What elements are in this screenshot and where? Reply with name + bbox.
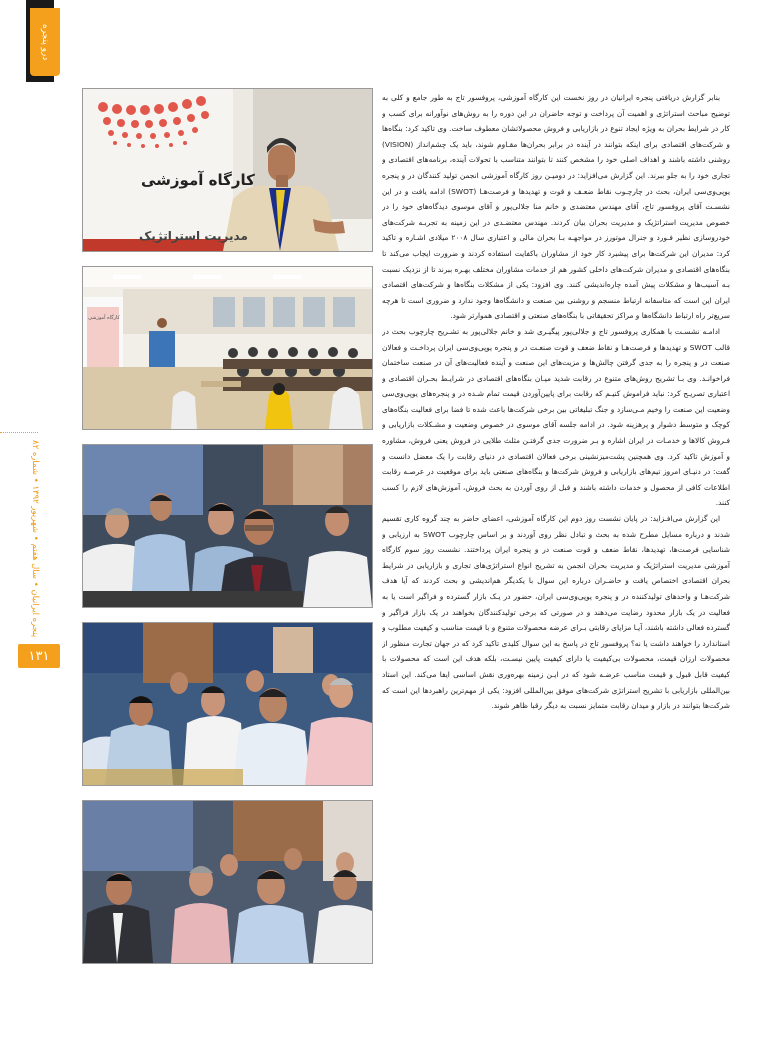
article-paragraph: ادامـه نشسـت با همکاری پروفسور تاج و جلالی‌پور پیگیـری شد و خانم جلالی‌پور به تشـریح چارچوب بحث در قالب SWOT و تهدیدها و فرصت‌هـا و نقاط ضعف و قوت صنعـت در و پنجره یوپی‌وی‌سی ایران پرداخـت و فعالان صنعت در و پنجره را به جدی گرفتن چالش‌ها و مزیت‌های این صنعت و آینده فعالیت‌های آن در صنعت ساختمان فراخوانـد. وی بـا تشریح روش‌های متنوع در رقابت شدید میـان بنگاه‌های اقتصادی در شرایـط بحـران اقتصادی و اعتباری تصریـح کرد: نباید فراموش کنیـم که رقابت برای پایین‌آوردن قیمت تمام شـده در و پنجره‌های یوپی‌وی‌سی وضعیت این صنعت را وخیم مـی‌سازد و جنگ تبلیغاتی بین برخی شرکت‌ها باعث شده تا فضا برای فعالیت بنگاه‌های کوچک و متوسط دشوار و پرهزینه شود. در ادامه جلسه آقای موسوی در خصوص وضعیت و مشـکلات بازاریابی و فـروش کالاها و خدمـات در ایران اشاره و بـر ضرورت جدی گرفتـن مثلث طلایی در فروش یعنی فروش، مشاوره و آموزش تاکید کرد. وی همچنین پشت‌میزنشینی برخی فعالان اقتصادی در دنیای رقابت را یک معضل دانست و گفت: در دنیـای امروز تیم‌های بازاریابی و فروش شرکت‌ها و بنگاه‌های صنعتی باید برای موقعیت در عرصـه رقابت اطلاعات کافی از محصول و خدمات داشته باشند و قبل از روی آوردن به بحث فروش، آموزش‌های لازم را کسب کنند. [382, 326, 730, 508]
article-paragraph: این گزارش می‌افـزاید: در پایان نشست روز دوم این کارگاه آموزشی، اعضای حاضر به چند گروه کاری تقسیم شدند و درباره مسایل مطرح شده به بحث و تبادل نظر روی آوردند و بر اساس چارچوب SWOT به ارزیابی و شناسایی فرصت‌ها، تهدیدها، نقاط ضعف و قوت صنعت در و پنجره ایران پرداختند. نشست روز سوم کارگاه آموزشی مدیریت استراتژیک و مدیریت بحران انجمن به تشریح انواع استراتژی‌های تجاری و بازاریابی در شرایط بحران اقتصادی اختصاص یافت و حاضـران درباره این سوال با یکدیگر هم‌اندیشی و بحث کردند که آیا هدف شرکت‌هـا و واحدهای تولیدکننده در و پنجره یوپی‌وی‌سی ایران، حضور در یـک بازار گسترده و فراگیر است یا به فعالیت در یک بازار محدود رضایت می‌دهند و در صورتی که برخی تولیدکنندگان بخواهند در یک بازار فراگیر و گسترده فعالی داشته باشند، آیـا مزایای رقابتی بـرای عرضه محصولات متنوع و با قیمت مناسب و کیفیت مطلوب و استاندارد را خواهند داشت یا نه؟ پروفسور تاج در پاسخ به این سوال کلیدی تاکید کرد که در جهان تجارت منظور از محصولات ارزان قیمت، محصولات بی‌کیفیت یا دارای کیفیت پایین نیسـت، بلکه هدف این است که محصولات با کیفیت قابل قبول و قیمت مناسب عرضـه شود که در ایـن زمینه بهره‌وری نقش اساسی ایفا می‌کند. این استاد بین‌المللی بازاریابی با تشریح استراتژی شرکت‌های موفق بین‌المللی افزود: یکی از مهم‌ترین راهبردها این است که شرکت‌ها بتوانند در بازار و میدان رقابت متمایز نسبت به دیگر رقبا ظاهر شوند. [382, 514, 730, 711]
photo-audience-3 [82, 800, 373, 964]
journal-issue-info: پنجره ایرانیان • سال هفتم • شهریور ۱۳۹۲ • شماره ۸۲ [30, 440, 40, 638]
banner-text-secondary: مدیریت استراتژیک [139, 229, 248, 243]
page-number: ۱۳۱ [18, 644, 60, 668]
article-body [382, 90, 730, 970]
margin-divider [0, 432, 38, 433]
section-tab [30, 8, 60, 76]
section-tab-label: درو پنجره [40, 23, 50, 61]
article-paragraph: بنابر گزارش دریافتی پنجره ایرانیان در روز نخست این کارگاه آموزشی، پروفسور تاج به طور جامع و کلی به توضیح مباحث استراتژی و اهمیت آن پرداخت و توجه حاضران در این دوره را به روش‌های نوآورانه برای کسب و کار در شرایط بحران به ویژه ایجاد تنوع در بازاریابی و فروش محصولاتشان معطوف ساخت. وی تاکید کرد: بنگاه‌ها و شرکت‌های اقتصادی برای اینکه بتوانند در آینده در برابر بحران‌ها مقـاوم شوند، باید یک چشم‌انداز (VISION) روشنی داشته باشند و اهداف اصلی خود را مشخص کنند تا بتوانند متناسب با تحولات آینده، برنامه‌های اقتصادی و تجاری خود را به جلو ببرند. این گزارش می‌افزاید: در دومیـن روز کارگاه آموزشی انجمن تولید کنندگان در و پنجره یوپی‌وی‌سی ایران، بحث در چارچـوب نقاط ضعـف و قوت و تهدیدها و فرصت‌هـا (SWOT) ادامه یافت و در این نشسـت آقای پروفسور تاج، آقای مهندس معتضدی و خانم منا جلالی‌پور و آقای موسوی دیدگاه‌های خود را در خصوص مدیریت استراتژیک و مدیریت بحران بیان کردند. مهندس معتضـدی در این زمینه به تجربـه شرکت‌های خودروسازی نظیر فـورد و جنرال موتورز در مواجهـه بـا بحران مالی و اعتباری سال ۲۰۰۸ میلادی اشـاره و تاکید کرد: مدیران این شرکت‌ها برای پیشبرد کار خود از مشاوران باکفایت استفاده کردند و ضرورت ایجاب می‌کند تا بنگاه‌های اقتصادی و مدیران شرکت‌های داخلی کشور هم از خدمات مشاوران مختلف بهـره ببرند تا از نزدیک نسبت بـه آسیب‌ها و مشکلات پیش آمده چاره‌اندیشی کنند. وی افزود: یکی از مشکلات بنگاه‌ها و شرکت‌های اقتصادی ایران این است که متاسفانه ارتباط منسجم و روشنی بین صنعت و دانشگاه‌ها وجود ندارد و ضروری است تا هرچه سریع‌تر راه ارتباط دانشگاه‌ها و مراکز تحقیقاتی با بنگاه‌های صنعتی و اقتصادی هموارتر شود. [382, 93, 730, 321]
photo-conference-room [82, 266, 373, 430]
photo-speaker [82, 88, 373, 252]
room-banner-text: کارگاه آموزشی [88, 315, 120, 321]
photo-audience-1 [82, 444, 373, 608]
banner-text-primary: کارگاه آموزشی [141, 171, 255, 189]
photo-audience-2 [82, 622, 373, 786]
